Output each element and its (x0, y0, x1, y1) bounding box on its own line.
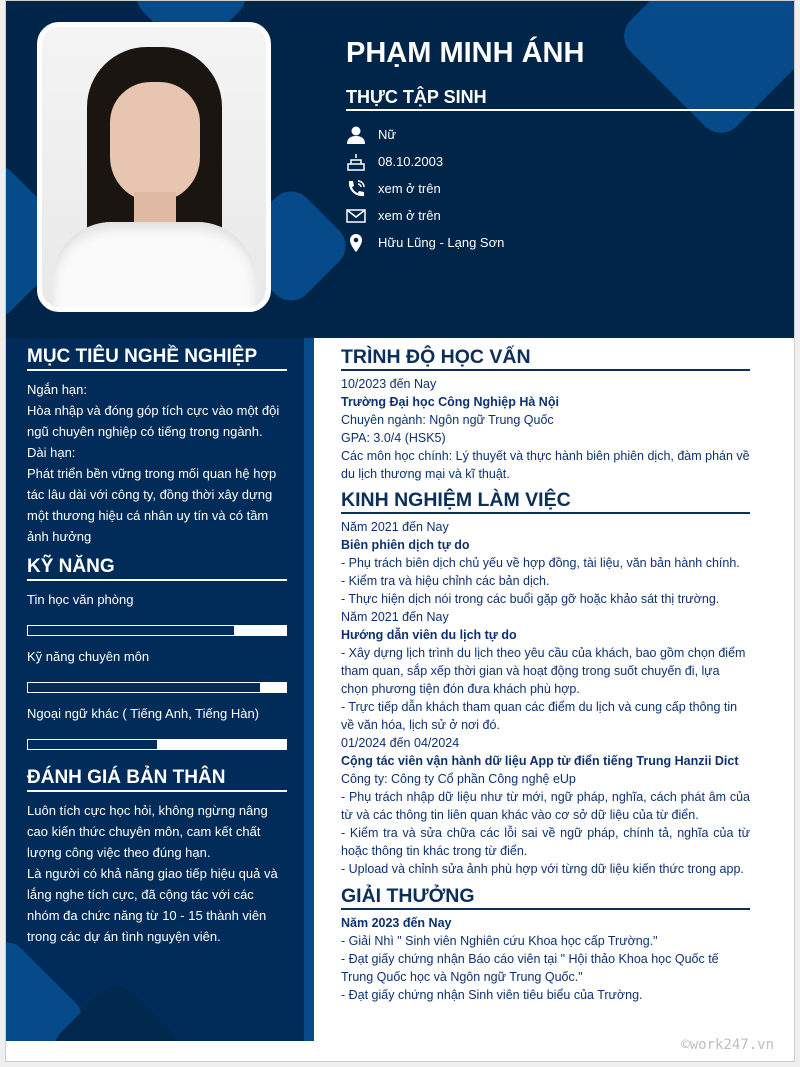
info-phone: xem ở trên (346, 175, 504, 202)
info-birthday: 08.10.2003 (346, 148, 504, 175)
section-heading: KINH NGHIỆM LÀM VIỆC (341, 488, 750, 514)
skill-bar (27, 682, 287, 693)
divider (346, 109, 795, 111)
objective-section: MỤC TIÊU NGHỀ NGHIỆP Ngắn hạn: Hòa nhập và đóng góp tích cực vào một đội ngũ chuyên nghiệp có tiếng trong ngành. Dài hạn: Phát triển bền vững trong mối quan hệ hợp tác lâu dài với công ty, đồng thời xây dựng một thương hiệu cá nhân uy tín và có tầm ảnh hưởng (27, 346, 287, 547)
skills-section (27, 556, 287, 760)
birthday-cake-icon (346, 152, 366, 172)
candidate-name: PHẠM MINH ÁNH (346, 37, 585, 69)
location-pin-icon (346, 233, 366, 253)
skill-item (27, 703, 287, 750)
job-title: Hướng dẫn viên du lịch tự do (341, 628, 517, 642)
skill-bar-fill (28, 626, 234, 635)
section-heading: MỤC TIÊU NGHỀ NGHIỆP (27, 346, 287, 371)
info-address: Hữu Lũng - Lạng Sơn (346, 229, 504, 256)
job-title: Biên phiên dịch tự do (341, 538, 470, 552)
skill-item (27, 646, 287, 693)
section-heading: TRÌNH ĐỘ HỌC VẤN (341, 345, 750, 371)
skill-bar (27, 625, 287, 636)
skill-item (27, 589, 287, 636)
job-entry: Năm 2021 đến Nay Biên phiên dịch tự do - Phụ trách biên dịch chủ yếu về hợp đồng, tài liệu, văn bản hành chính. - Kiểm tra và hiệu chỉnh các bản dịch. - Thực hiện dịch nói trong các buổi gặp gỡ hoặc khảo sát thị trường. (341, 518, 750, 608)
job-entry: 01/2024 đến 04/2024 Cộng tác viên vận hành dữ liệu App từ điển tiếng Trung Hanzii Dict Công ty: Công ty Cổ phần Công nghệ eUp - Phụ trách nhập dữ liệu như từ mới, ngữ pháp, nghĩa, cách phát âm của từ và các thông tin liên quan khác vào cơ sở dữ liệu của từ điển. - Kiểm tra và sửa chữa các lỗi sai về ngữ pháp, chính tả, nghĩa của từ hoặc thông tin khác trong từ điển. - Upload và chỉnh sửa ảnh phù hợp với từng dữ liệu kiến thức trong app. (341, 736, 750, 876)
section-heading: KỸ NĂNG (27, 556, 287, 581)
section-heading: ĐÁNH GIÁ BẢN THÂN (27, 767, 287, 792)
job-title: THỰC TẬP SINH (346, 87, 487, 107)
skill-label: Tin học văn phòng (27, 592, 134, 607)
education-section: TRÌNH ĐỘ HỌC VẤN 10/2023 đến Nay Trường Đại học Công Nghiệp Hà Nội Chuyên ngành: Ngôn ngữ Trung Quốc GPA: 3.0/4 (HSK5) Các môn học chính: Lý thuyết và thực hành biên phiên dịch, đàm phán về du lịch thương mại và kĩ thuật. KINH NGHIỆM LÀM VIỆC Năm 2021 đến Nay Biên phiên dịch tự do - Phụ trách biên dịch chủ yếu về hợp đồng, tài liệu, văn bản hành chính. - Kiểm tra và hiệu chỉnh các bản dịch. - Thực hiện dịch nói trong các buổi gặp gỡ hoặc khảo sát thị trường. Năm 2021 đến Nay Hướng dẫn viên du lịch tự do - Xây dựng lịch trình du lịch theo yêu cầu của khách, bao gồm chọn điểm tham quan, sắp xếp thời gian và hoạt động trong suốt chuyến đi, lựa chọn phương tiện đón đưa khách phù hợp. - Trực tiếp dẫn khách tham quan các điểm du lịch và cung cấp thông tin về văn hóa, lịch sử ở nơi đó. 01/2024 đến 04/2024 Cộng tác viên vận hành dữ liệu App từ điển tiếng Trung Hanzii Dict Công ty: Công ty Cổ phần Công nghệ eUp - Phụ trách nhập dữ liệu như từ mới, ngữ pháp, nghĩa, cách phát âm của từ và các thông tin liên quan khác vào cơ sở dữ liệu của từ điển. - Kiểm tra và sửa chữa các lỗi sai về ngữ pháp, chính tả, nghĩa của từ hoặc thông tin khác trong từ điển. - Upload và chỉnh sửa ảnh phù hợp với từng dữ liệu kiến thức trong app. GIẢI THƯỞNG Năm 2023 đến Nay - Giải Nhì " Sinh viên Nghiên cứu Khoa học cấp Trường." - Đạt giấy chứng nhận Báo cáo viên tại " Hội thảo Khoa học Quốc tế Trung Quốc học và Ngôn ngữ Trung Quốc." - Đạt giấy chứng nhận Sinh viên tiêu biểu của Trường. (341, 346, 750, 1002)
school-name: Trường Đại học Công Nghiệp Hà Nội (341, 395, 559, 409)
phone-icon (346, 179, 366, 199)
job-title: Cộng tác viên vận hành dữ liệu App từ điển tiếng Trung Hanzii Dict (341, 754, 739, 768)
personal-info (346, 121, 504, 256)
skill-label: Ngoại ngữ khác ( Tiếng Anh, Tiếng Hàn) (27, 706, 260, 721)
skill-bar-fill (28, 740, 157, 749)
mail-icon (346, 206, 366, 226)
skill-label: Kỹ năng chuyên môn (27, 649, 150, 664)
section-heading: GIẢI THƯỞNG (341, 884, 750, 910)
skill-bar (27, 739, 287, 750)
info-email: xem ở trên (346, 202, 504, 229)
info-gender: Nữ (346, 121, 504, 148)
self-review-section: ĐÁNH GIÁ BẢN THÂN Luôn tích cực học hỏi, không ngừng nâng cao kiến thức chuyên môn, cam kết chất lượng công việc theo đúng hạn. Là người có khả năng giao tiếp hiệu quả và lắng nghe tích cực, đã cộng tác với các nhóm đa chức năng từ 10 - 15 thành viên trong các dự án tình nguyện viên. (27, 767, 287, 947)
profile-photo (37, 22, 271, 312)
skill-bar-fill (28, 683, 260, 692)
decor-shape (615, 1, 795, 142)
job-entry: Năm 2021 đến Nay Hướng dẫn viên du lịch tự do - Xây dựng lịch trình du lịch theo yêu cầu của khách, bao gồm chọn điểm tham quan, sắp xếp thời gian và hoạt động trong suốt chuyến đi, lựa chọn phương tiện đón đưa khách phù hợp. - Trực tiếp dẫn khách tham quan các điểm du lịch và cung cấp thông tin về văn hóa, lịch sử ở nơi đó. (341, 608, 750, 734)
watermark: ©work247.vn (681, 1037, 774, 1053)
user-icon (346, 125, 366, 145)
cv-page (5, 0, 795, 1062)
